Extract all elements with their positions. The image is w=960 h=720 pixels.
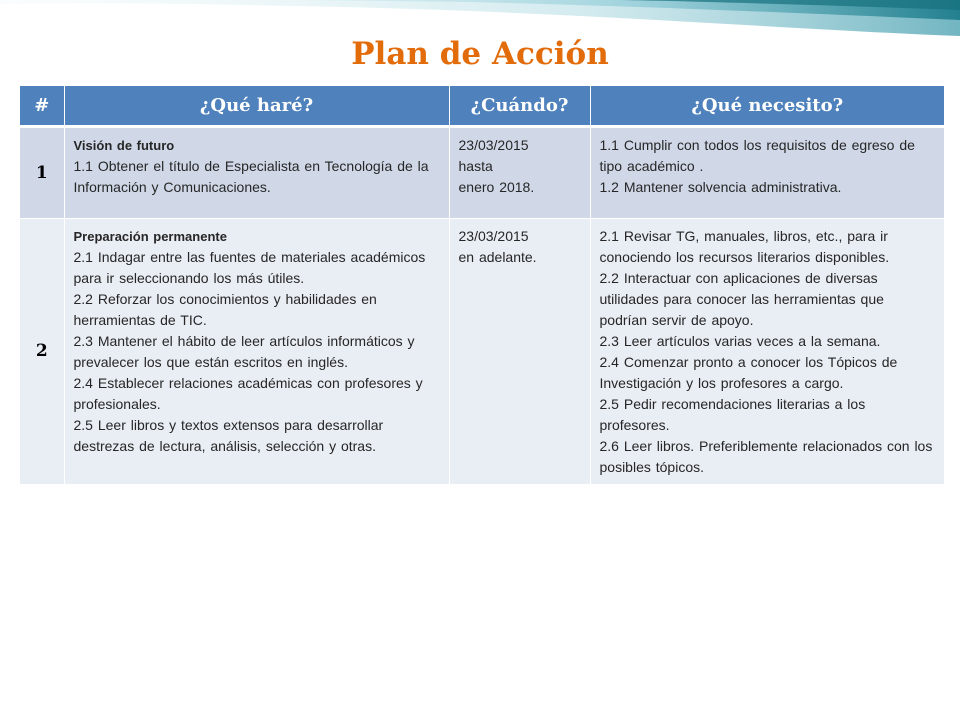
header-needs: ¿Qué necesito? <box>590 86 944 127</box>
table-row <box>20 127 944 219</box>
need-line: 2.2 Interactuar con aplicaciones de diversas utilidades para conocer las herramientas que podrían servir de apoyo. <box>599 270 884 328</box>
table-row <box>20 219 944 485</box>
what-cell <box>64 219 449 485</box>
what-line: 2.3 Mantener el hábito de leer artículos informáticos y prevalecer los que están escritos en inglés. <box>73 333 415 370</box>
action-plan-table <box>20 86 944 485</box>
row-number: 1 <box>20 127 64 219</box>
when-line: hasta <box>458 158 493 174</box>
needs-cell <box>590 219 944 485</box>
table-header-row <box>20 86 944 127</box>
header-what: ¿Qué haré? <box>64 86 449 127</box>
when-line: 23/03/2015 <box>458 228 529 244</box>
needs-cell <box>590 127 944 219</box>
when-line: 23/03/2015 <box>458 137 529 153</box>
when-cell <box>449 127 590 219</box>
item-title: Preparación permanente <box>73 229 227 244</box>
header-number: # <box>20 86 64 127</box>
need-line: 2.6 Leer libros. Preferiblemente relacionados con los posibles tópicos. <box>599 438 933 475</box>
when-cell <box>449 219 590 485</box>
page-title: Plan de Acción <box>351 36 609 72</box>
what-line: 2.1 Indagar entre las fuentes de materiales académicos para ir seleccionando los más útiles. <box>73 249 426 286</box>
header-when: ¿Cuándo? <box>449 86 590 127</box>
what-line: 2.5 Leer libros y textos extensos para desarrollar destrezas de lectura, análisis, selección y otras. <box>73 417 384 454</box>
what-line: 1.1 Obtener el título de Especialista en Tecnología de la Información y Comunicaciones. <box>73 158 429 195</box>
item-title: Visión de futuro <box>73 138 175 153</box>
what-cell <box>64 127 449 219</box>
need-line: 1.2 Mantener solvencia administrativa. <box>599 179 842 195</box>
need-line: 2.5 Pedir recomendaciones literarias a los profesores. <box>599 396 866 433</box>
need-line: 2.1 Revisar TG, manuales, libros, etc., para ir conociendo los recursos literarios disponibles. <box>599 228 890 265</box>
need-line: 1.1 Cumplir con todos los requisitos de egreso de tipo académico . <box>599 137 915 174</box>
row-number: 2 <box>20 219 64 485</box>
when-line: enero 2018. <box>458 179 535 195</box>
need-line: 2.4 Comenzar pronto a conocer los Tópicos de Investigación y los profesores a cargo. <box>599 354 898 391</box>
what-line: 2.2 Reforzar los conocimientos y habilidades en herramientas de TIC. <box>73 291 377 328</box>
when-line: en adelante. <box>458 249 537 265</box>
what-line: 2.4 Establecer relaciones académicas con profesores y profesionales. <box>73 375 423 412</box>
need-line: 2.3 Leer artículos varias veces a la semana. <box>599 333 881 349</box>
